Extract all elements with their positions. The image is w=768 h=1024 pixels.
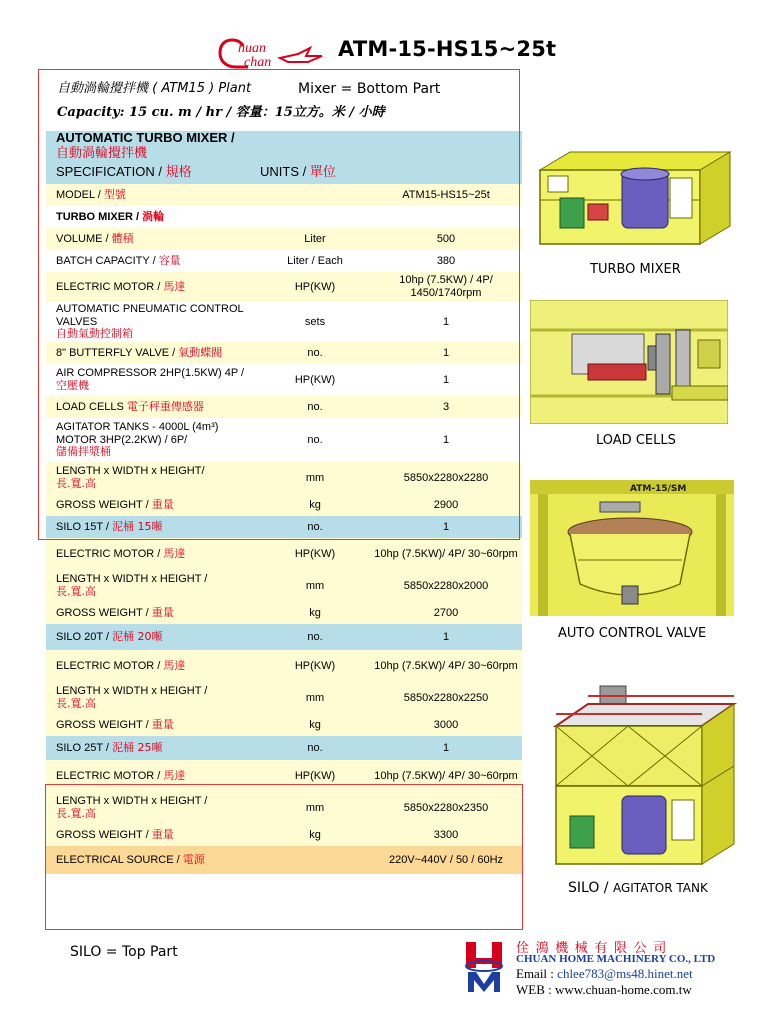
spec-label-en: AUTOMATIC PNEUMATIC CONTROL VALVES (56, 302, 244, 328)
spec-label (46, 736, 260, 760)
spec-unit: no. (260, 624, 370, 650)
spec-value: 5850x2280x2250 (370, 682, 522, 714)
spec-unit: no. (260, 736, 370, 760)
spec-unit: HP(KW) (260, 364, 370, 396)
spec-value: 3300 (370, 824, 522, 846)
spec-unit: kg (260, 602, 370, 624)
spec-label-en: 8" BUTTERFLY VALVE / (56, 346, 179, 359)
spec-label-en: LENGTH x WIDTH x HEIGHT / (56, 795, 208, 808)
turbo-mixer-image (530, 140, 736, 252)
spec-label (46, 342, 260, 364)
spec-label-en: AGITATOR TANKS - 4000L (4m³) MOTOR 3HP(2.2KW) / 6P/ (56, 420, 219, 446)
caption-turbo-mixer: TURBO MIXER (590, 262, 681, 277)
spec-value (370, 131, 522, 162)
spec-row (46, 418, 522, 462)
spec-row (46, 792, 522, 824)
spec-value: 1 (370, 418, 522, 462)
svg-text:huan: huan (238, 41, 266, 56)
spec-value: 5850x2280x2280 (370, 462, 522, 494)
spec-value: 3000 (370, 714, 522, 736)
spec-row (46, 250, 522, 272)
spec-label (46, 206, 260, 228)
spec-value: 5850x2280x2350 (370, 792, 522, 824)
spec-row (46, 131, 522, 162)
spec-value: 1 (370, 516, 522, 538)
caption-silo: SILO / (568, 880, 613, 896)
spec-label-zh: 儲備拌漿桶 (56, 445, 111, 459)
spec-label-en: ELECTRIC MOTOR / (56, 659, 164, 672)
spec-label-en: BATCH CAPACITY / (56, 254, 159, 267)
spec-label-en: SPECIFICATION / (56, 163, 166, 179)
email-link[interactable]: chlee783@ms48.hinet.net (557, 966, 693, 981)
spec-value: 10hp (7.5KW) / 4P/ 1450/1740rpm (370, 272, 522, 302)
spec-label (46, 131, 260, 162)
spec-unit: no. (260, 418, 370, 462)
units-label-en: UNITS / (260, 163, 310, 179)
spec-label (46, 364, 260, 396)
spec-label (46, 272, 260, 302)
spec-value: 10hp (7.5KW)/ 4P/ 30~60rpm (370, 760, 522, 792)
spec-label (46, 538, 260, 570)
spec-label-zh: 容量 (158, 253, 181, 267)
auto-control-valve-image (530, 480, 734, 616)
spec-label (46, 494, 260, 516)
spec-value: 2700 (370, 602, 522, 624)
spec-label-en: SILO 20T / (56, 630, 113, 643)
spec-label (46, 418, 260, 462)
spec-label-zh: 電子秤重傳感器 (126, 399, 204, 413)
spec-value: 3 (370, 396, 522, 418)
plant-title: 自動渦輪攪拌機 ( ATM15 ) Plant (57, 81, 252, 96)
spec-row (46, 494, 522, 516)
spec-row (46, 570, 522, 602)
spec-unit (260, 206, 370, 228)
company-name-en: CHUAN HOME MACHINERY CO., LTD (516, 953, 716, 965)
spec-label-en: AIR COMPRESSOR 2HP(1.5KW) 4P / (56, 367, 245, 380)
chuan-home-logo (462, 938, 506, 994)
spec-label-en: GROSS WEIGHT / (56, 718, 152, 731)
spec-unit (260, 162, 370, 184)
spec-value: 10hp (7.5KW)/ 4P/ 30~60rpm (370, 538, 522, 570)
spec-label (46, 250, 260, 272)
spec-label (46, 650, 260, 682)
spec-label-zh: 長.寬.高 (56, 584, 96, 598)
spec-row (46, 736, 522, 760)
spec-label-zh: 重量 (151, 717, 174, 731)
spec-unit: kg (260, 824, 370, 846)
spec-row (46, 538, 522, 570)
web-line (516, 982, 692, 998)
spec-unit: Liter / Each (260, 250, 370, 272)
spec-label-en: MODEL / (56, 188, 104, 201)
spec-label (46, 184, 260, 206)
page-title: ATM-15-HS15~25t (338, 37, 557, 61)
spec-unit (260, 184, 370, 206)
spec-row (46, 760, 522, 792)
spec-label-zh: 長.寬.高 (56, 696, 96, 710)
spec-value: 1 (370, 736, 522, 760)
spec-label-zh: 馬達 (163, 546, 186, 560)
spec-label (46, 162, 260, 184)
spec-label (46, 462, 260, 494)
spec-unit: mm (260, 570, 370, 602)
spec-label-zh: 型號 (103, 187, 126, 201)
spec-row (46, 624, 522, 650)
spec-label-en: ELECTRICAL SOURCE / (56, 853, 183, 866)
spec-unit: mm (260, 792, 370, 824)
spec-row (46, 228, 522, 250)
spec-row (46, 342, 522, 364)
spec-value: 380 (370, 250, 522, 272)
caption-auto-control-valve: AUTO CONTROL VALVE (558, 626, 707, 641)
chuan-chan-logo (218, 34, 326, 72)
spec-label-en: TURBO MIXER / (56, 210, 143, 223)
spec-label (46, 396, 260, 418)
spec-row (46, 714, 522, 736)
spec-row (46, 846, 522, 874)
spec-label-zh: 自動渦輪攪拌機 (56, 145, 148, 161)
spec-label (46, 302, 260, 342)
spec-label-en: LENGTH x WIDTH x HEIGHT/ (56, 465, 205, 478)
spec-label-en: GROSS WEIGHT / (56, 498, 152, 511)
spec-unit: no. (260, 342, 370, 364)
spec-value: 1 (370, 342, 522, 364)
spec-value: 500 (370, 228, 522, 250)
spec-label-zh: 泥桶 25噸 (112, 740, 163, 754)
units-label-zh: 單位 (309, 164, 336, 180)
spec-unit: HP(KW) (260, 650, 370, 682)
spec-row (46, 650, 522, 682)
capacity-line: Capacity: 15 cu. m / hr / 容量：15立方。米 / 小時 (57, 105, 385, 120)
spec-unit: mm (260, 682, 370, 714)
spec-row (46, 516, 522, 538)
spec-unit: HP(KW) (260, 538, 370, 570)
spec-label-en: LOAD CELLS (56, 400, 127, 413)
caption-load-cells: LOAD CELLS (596, 433, 676, 448)
silo-note: SILO = Top Part (70, 944, 178, 960)
spec-unit: sets (260, 302, 370, 342)
spec-row (46, 206, 522, 228)
spec-unit: HP(KW) (260, 760, 370, 792)
spec-label (46, 824, 260, 846)
spec-label-en: GROSS WEIGHT / (56, 606, 152, 619)
spec-label-zh: 泥桶 20噸 (112, 629, 163, 643)
web-link[interactable]: www.chuan-home.com.tw (555, 982, 692, 997)
load-cells-image (530, 300, 728, 424)
spec-label-zh: 馬達 (163, 768, 186, 782)
spec-label-zh: 體積 (111, 231, 134, 245)
spec-label-zh: 長.寬.高 (56, 806, 96, 820)
spec-row (46, 824, 522, 846)
spec-label-en: LENGTH x WIDTH x HEIGHT / (56, 685, 208, 698)
svg-text:ATM-15/SM: ATM-15/SM (630, 484, 687, 494)
spec-unit: HP(KW) (260, 272, 370, 302)
spec-value: 1 (370, 364, 522, 396)
spec-label-zh: 氣動蝶閥 (178, 345, 223, 359)
spec-label-zh: 馬達 (163, 658, 186, 672)
spec-row (46, 184, 522, 206)
spec-label-en: SILO 15T / (56, 520, 113, 533)
spec-label-zh: 自動氣動控制箱 (56, 327, 133, 341)
spec-label-zh: 電源 (182, 852, 205, 866)
spec-row (46, 462, 522, 494)
spec-unit (260, 131, 370, 162)
spec-row (46, 602, 522, 624)
spec-label (46, 602, 260, 624)
spec-label-zh: 泥桶 15噸 (112, 519, 163, 533)
svg-text:chan: chan (244, 55, 272, 70)
spec-label (46, 846, 260, 874)
email-label: Email : (516, 966, 558, 981)
spec-label (46, 516, 260, 538)
spec-label-en: ELECTRIC MOTOR / (56, 547, 164, 560)
spec-value: 10hp (7.5KW)/ 4P/ 30~60rpm (370, 650, 522, 682)
spec-row (46, 682, 522, 714)
spec-row (46, 364, 522, 396)
spec-label-en: GROSS WEIGHT / (56, 828, 152, 841)
spec-label-en: ELECTRIC MOTOR / (56, 769, 164, 782)
spec-unit: mm (260, 462, 370, 494)
spec-label-zh: 長.寬.高 (56, 476, 96, 490)
spec-label-zh: 重量 (151, 605, 174, 619)
spec-label (46, 714, 260, 736)
company-name-zh: 佺鴻機械有限公司 (516, 941, 673, 956)
spec-table (46, 131, 522, 874)
spec-value: 220V~440V / 50 / 60Hz (370, 846, 522, 874)
spec-label-zh: 空壓機 (56, 378, 89, 392)
silo-agitator-tank-image (548, 682, 738, 876)
spec-row (46, 396, 522, 418)
spec-unit: kg (260, 494, 370, 516)
spec-value: ATM15-HS15~25t (370, 184, 522, 206)
spec-label-en: SILO 25T / (56, 741, 113, 754)
spec-label-en: AUTOMATIC TURBO MIXER / (56, 130, 235, 145)
caption-agitator-tank: AGITATOR TANK (612, 881, 708, 895)
spec-label-zh: 渦輪 (142, 209, 165, 223)
mixer-note: Mixer = Bottom Part (298, 81, 441, 97)
spec-label (46, 570, 260, 602)
spec-label (46, 760, 260, 792)
spec-value: 1 (370, 302, 522, 342)
spec-value: 2900 (370, 494, 522, 516)
spec-row (46, 162, 522, 184)
spec-unit: kg (260, 714, 370, 736)
spec-label-en: VOLUME / (56, 232, 112, 245)
spec-value (370, 162, 522, 184)
spec-value (370, 206, 522, 228)
spec-label-en: LENGTH x WIDTH x HEIGHT / (56, 573, 208, 586)
spec-label-en: ELECTRIC MOTOR / (56, 280, 164, 293)
web-label: WEB : (516, 982, 555, 997)
caption-silo-agitator-tank (568, 880, 708, 896)
spec-row (46, 272, 522, 302)
spec-label (46, 624, 260, 650)
spec-label-zh: 重量 (151, 497, 174, 511)
email-line (516, 966, 693, 982)
spec-row (46, 302, 522, 342)
spec-label (46, 682, 260, 714)
spec-value: 5850x2280x2000 (370, 570, 522, 602)
spec-unit: no. (260, 516, 370, 538)
spec-label-zh: 馬達 (163, 279, 186, 293)
spec-unit: no. (260, 396, 370, 418)
spec-label (46, 228, 260, 250)
spec-unit: Liter (260, 228, 370, 250)
spec-value: 1 (370, 624, 522, 650)
spec-label-zh: 重量 (151, 827, 174, 841)
spec-label-zh: 規格 (165, 164, 192, 180)
spec-label (46, 792, 260, 824)
spec-unit (260, 846, 370, 874)
